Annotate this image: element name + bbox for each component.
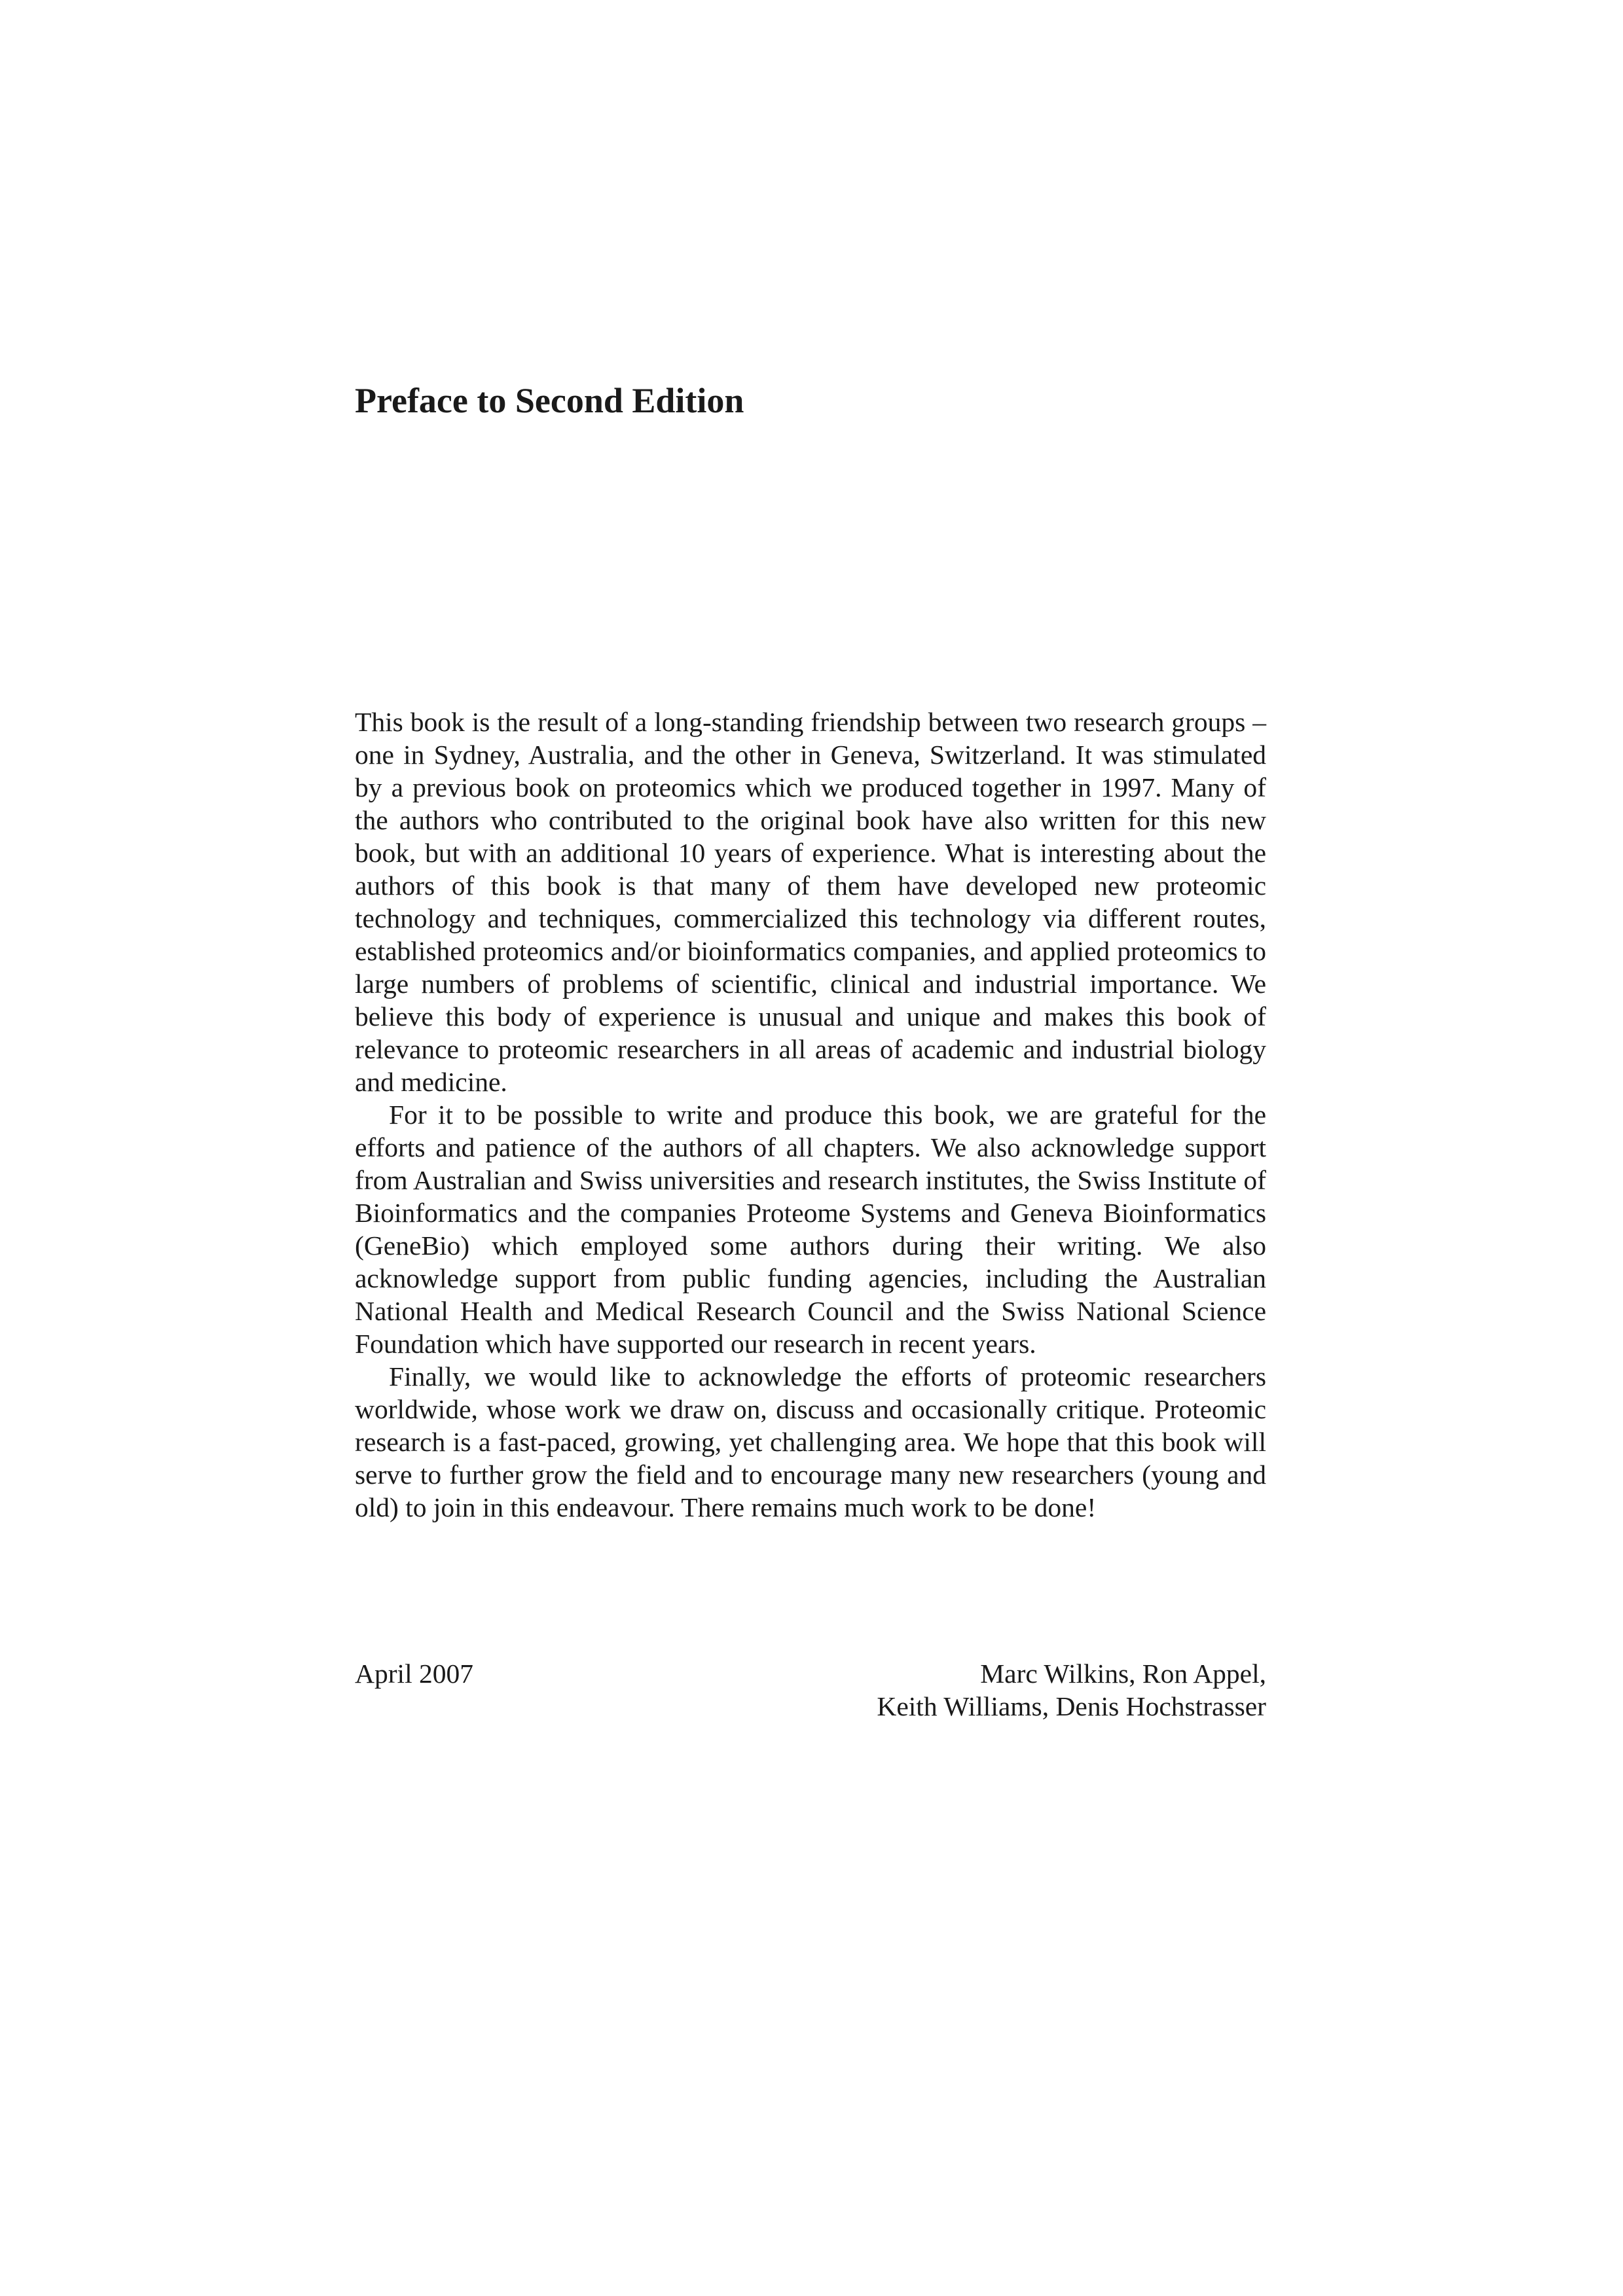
signoff-authors — [877, 1657, 1266, 1723]
signoff — [355, 1657, 1266, 1729]
paragraph-2: For it to be possible to write and produce this book, we are grateful for the efforts and patience of the authors of all chapters. We also acknowledge support from Australian and Swiss universities and research institutes, the Swiss Institute of Bioinformatics and the companies Proteome Systems and Geneva Bioinformatics (GeneBio) which employed some authors during their writing. We also acknowledge support from public funding agencies, including the Australian National Health and Medical Research Council and the Swiss National Science Foundation which have supported our research in recent years. — [355, 1100, 1266, 1359]
page-title: Preface to Second Edition — [355, 381, 744, 420]
paragraph-1: This book is the result of a long-standing friendship between two research groups – one in Sydney, Australia, and the other in Geneva, Switzerland. It was stimulated by a previous book on proteomics which we produced together in 1997. Many of the authors who contributed to the original book have also written for this new book, but with an additional 10 years of experience. What is interesting about the authors of this book is that many of them have developed new proteomic technology and techniques, commercialized this technology via different routes, established proteomics and/or bioinformatics companies, and applied proteomics to large numbers of problems of scientific, clinical and industrial importance. We believe this body of experience is unusual and unique and makes this book of relevance to proteomic researchers in all areas of academic and industrial biology and medicine. — [355, 707, 1266, 1097]
preface-body — [355, 706, 1266, 1524]
paragraph-3: Finally, we would like to acknowledge the efforts of proteomic researchers worldwide, whose work we draw on, discuss and occasionally critique. Proteomic research is a fast-paced, growing, yet challenging area. We hope that this book will serve to further grow the field and to encourage many new researchers (young and old) to join in this endeavour. There remains much work to be done! — [355, 1361, 1266, 1522]
signoff-date: April 2007 — [355, 1659, 473, 1689]
authors-line-1: Marc Wilkins, Ron Appel, — [980, 1659, 1266, 1689]
authors-line-2: Keith Williams, Denis Hochstrasser — [877, 1691, 1266, 1721]
